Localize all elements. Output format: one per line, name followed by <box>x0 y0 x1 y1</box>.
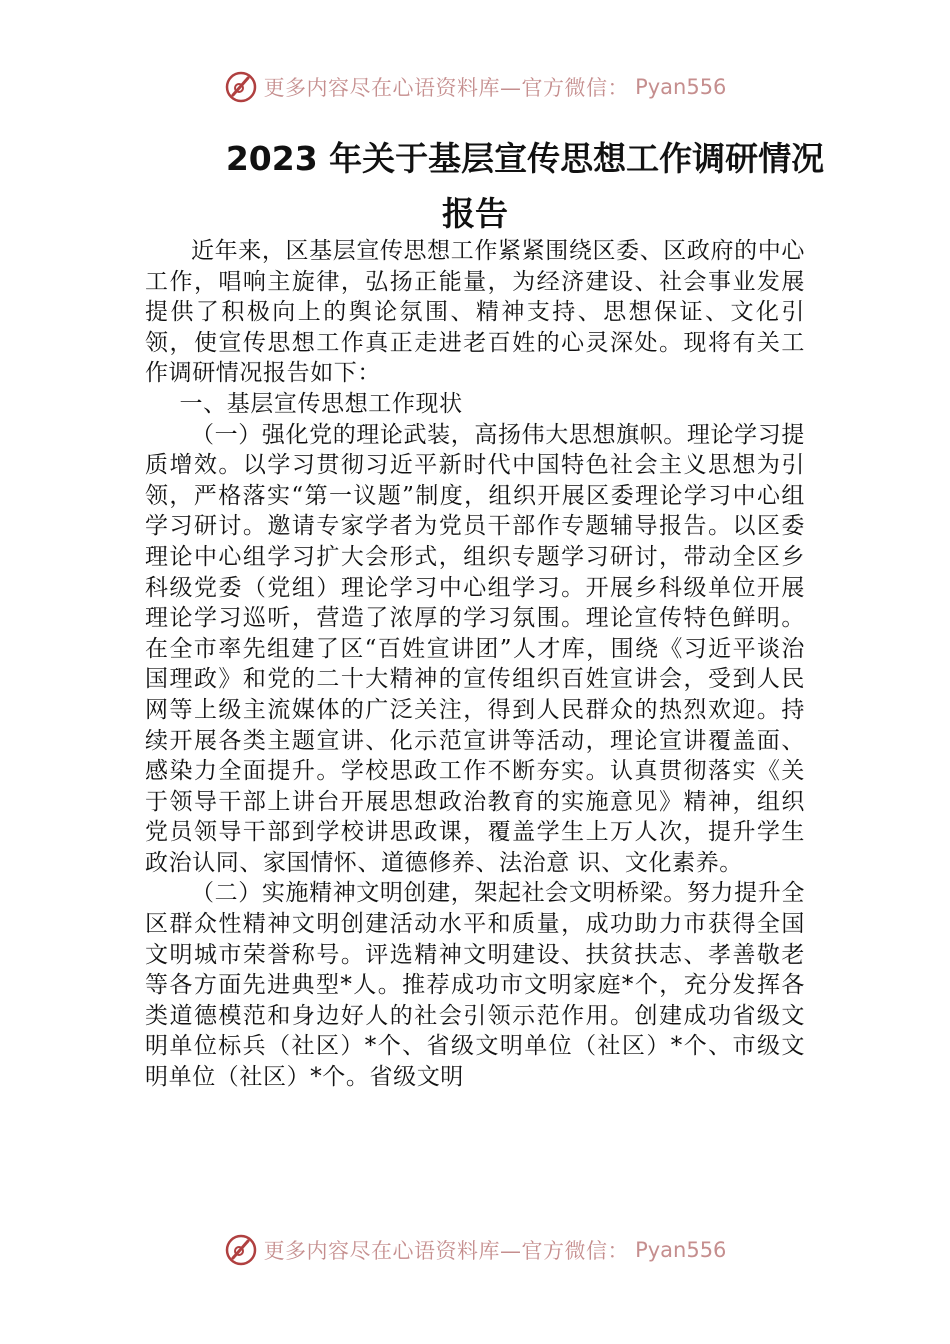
watermark-text: 更多内容尽在心语资料库—官方微信： <box>263 1239 630 1263</box>
watermark-text: 更多内容尽在心语资料库—官方微信： <box>263 76 630 100</box>
seal-logo-icon <box>224 70 258 104</box>
paragraph-intro: 近年来，区基层宣传思想工作紧紧围绕区委、区政府的中心工作，唱响主旋律，弘扬正能量，为经济建设、社会事业发展提供了积极向上的舆论氛围、精神支持、思想保证、文化引领，使宣传思想工作真正走进老百姓的心灵深处。现将有关工作调研情况报告如下： <box>145 238 805 387</box>
header-watermark <box>0 70 950 104</box>
paragraph-section-2: （二）实施精神文明创建，架起社会文明桥梁。努力提升全区群众性精神文明创建活动水平和质量，成功助力市获得全国文明城市荣誉称号。评选精神文明建设、扶贫扶志、孝善敬老等各方面先进典型*人。推荐成功市文明家庭*个，充分发挥各类道德模范和身边好人的社会引领示范作用。创建成功省级文明单位标兵（社区）*个、省级文明单位（社区）*个、市级文明单位（社区）*个。省级文明 <box>145 880 805 1091</box>
seal-logo-icon <box>224 1233 258 1267</box>
watermark-code: Pyan556 <box>635 75 727 99</box>
watermark-code: Pyan556 <box>635 1238 727 1262</box>
section-heading: 一、基层宣传思想工作现状 <box>179 390 463 417</box>
document-body <box>145 236 805 1093</box>
paragraph-section-1: （一）强化党的理论武装，高扬伟大思想旗帜。理论学习提质增效。以学习贯彻习近平新时代中国特色社会主义思想为引领，严格落实“第一议题”制度，组织开展区委理论学习中心组学习研讨。邀请专家学者为党员干部作专题辅导报告。以区委理论中心组学习扩大会形式，组织专题学习研讨，带动全区乡科级党委（党组）理论学习中心组学习。开展乡科级单位开展理论学习巡听，营造了浓厚的学习氛围。理论宣传特色鲜明。在全市率先组建了区“百姓宣讲团”人才库，围绕《习近平谈治国理政》和党的二十大精神的宣传组织百姓宣讲会，受到人民网等上级主流媒体的广泛关注，得到人民群众的热烈欢迎。持续开展各类主题宣讲、化示范宣讲等活动，理论宣讲覆盖面、感染力全面提升。学校思政工作不断夯实。认真贯彻落实《关于领导干部上讲台开展思想政治教育的实施意见》精神，组织党员领导干部到学校讲思政课，覆盖学生上万人次，提升学生政治认同、家国情怀、道德修养、法治意 识、文化素养。 <box>145 421 805 876</box>
document-title-continued: 报告 <box>442 194 508 233</box>
document-title: 2023 年关于基层宣传思想工作调研情况 <box>225 139 825 178</box>
footer-watermark <box>0 1233 950 1267</box>
